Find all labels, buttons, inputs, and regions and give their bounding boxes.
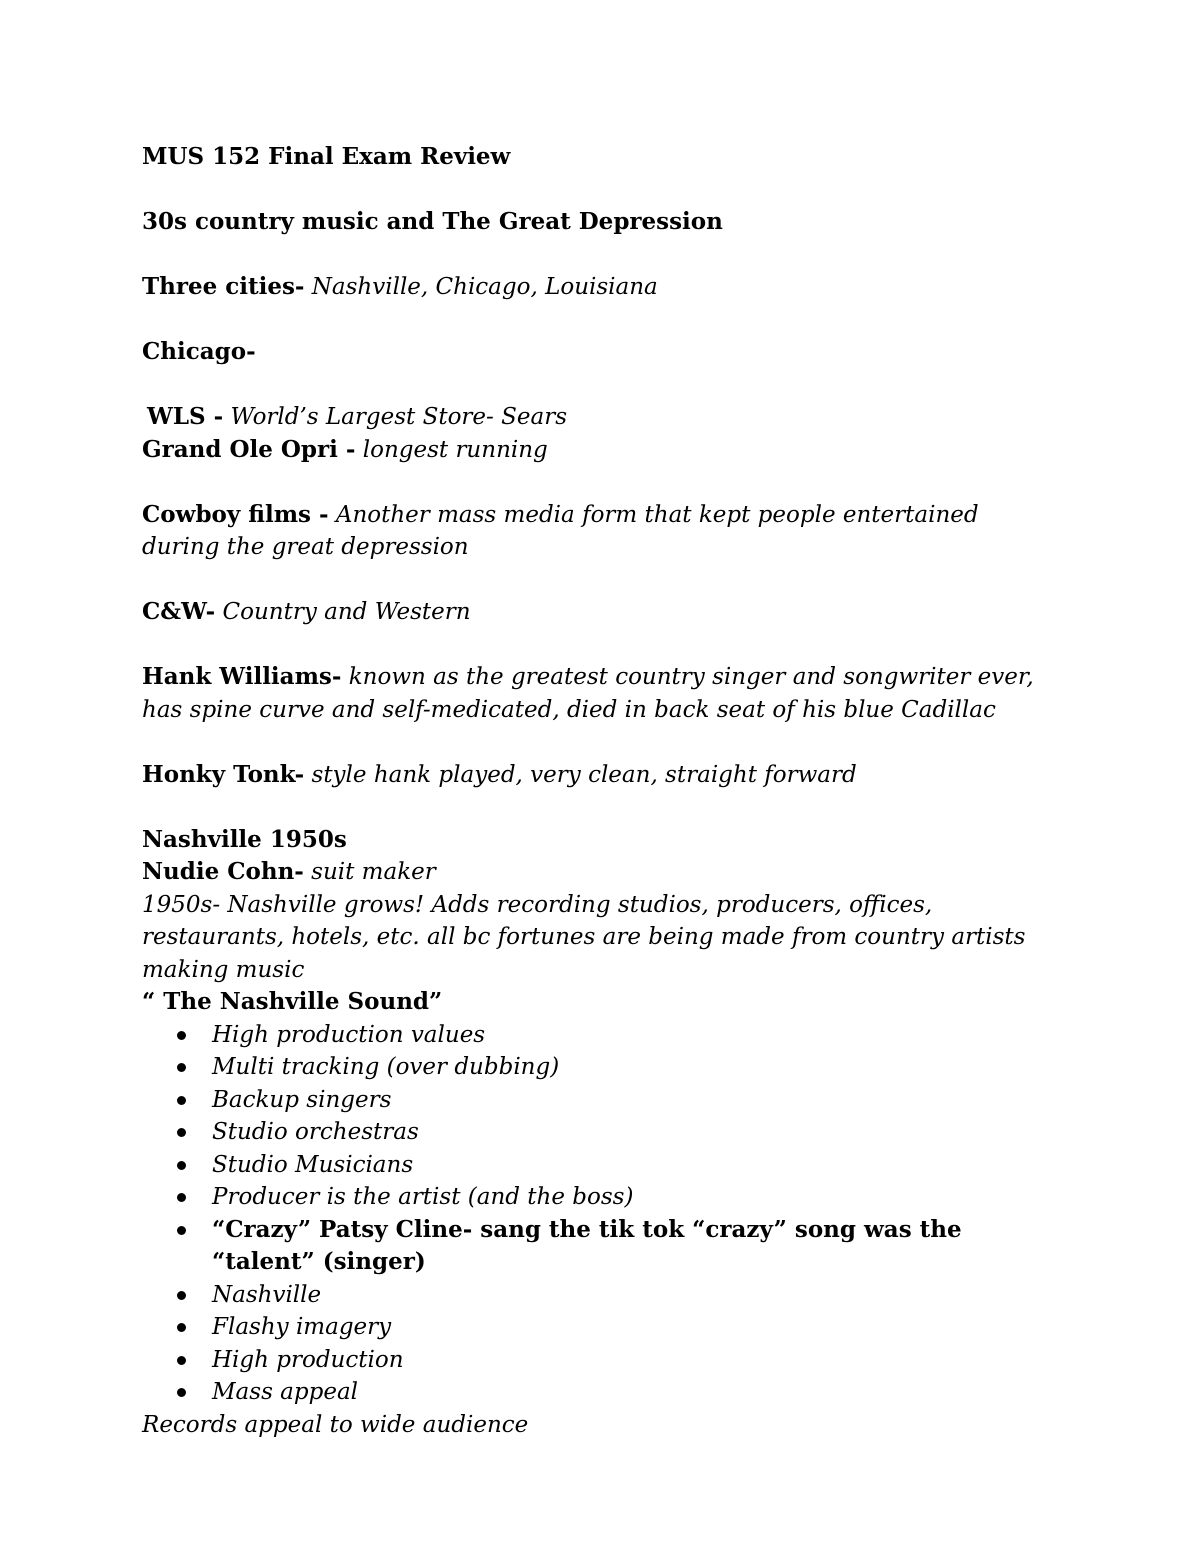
entry-honky-tonk [142,759,1062,792]
def-wls: World’s Largest Store- Sears [230,404,567,430]
bullet-icon [177,1291,186,1300]
list-item-text: Mass appeal [212,1379,359,1405]
term-wls: WLS - [147,403,224,430]
bullet-icon [177,1128,186,1137]
list-item [142,1279,1062,1312]
list-item [142,1311,1062,1344]
def-nudie-cohn: suit maker [311,859,436,885]
entry-three-cities [142,271,1062,304]
page-title: MUS 152 Final Exam Review [142,143,511,170]
list-item-text: High production values [212,1021,486,1048]
list-item-text: High production [212,1346,404,1373]
list-item [142,1051,1062,1084]
heading-chicago: Chicago- [142,338,256,365]
def-cowboy-films: Another mass media form that kept people entertained during the great depression [142,501,979,560]
list-item [142,1084,1062,1117]
list-item-text: Nashville [212,1281,322,1308]
term-three-cities: Three cities- [142,273,305,300]
def-hank-williams: known as the greatest country singer and songwriter ever, has spine curve and self-medicated, died in back seat of his blue Cadillac [142,664,1034,723]
bullet-icon [177,1161,186,1170]
bullet-icon [177,1226,186,1235]
entry-hank-williams [142,661,1062,726]
term-nudie-cohn: Nudie Cohn- [142,858,304,885]
term-honky-tonk: Honky Tonk- [142,760,305,788]
list-item [142,1116,1062,1149]
bullet-icon [177,1323,186,1332]
list-item-text: “Crazy” Patsy Cline- sang the tik tok “crazy” song was the “talent” (singer) [212,1215,962,1275]
records-appeal-text: Records appeal to wide audience [142,1411,529,1438]
section-heading-30s: 30s country music and The Great Depression [142,208,723,235]
entry-wls [142,401,1062,434]
def-three-cities: Nashville, Chicago, Louisiana [311,274,658,300]
heading-nashville-sound: “ The Nashville Sound” [142,988,443,1015]
list-item-text: Studio orchestras [212,1119,419,1145]
list-item-text: Multi tracking (over dubbing) [212,1054,560,1080]
list-item-patsy-cline [142,1214,1072,1279]
def-cw: Country and Western [222,599,471,625]
bullet-icon [177,1193,186,1202]
list-item [142,1376,1062,1409]
entry-cw [142,596,1062,629]
list-item-text: Flashy imagery [212,1314,392,1340]
term-cowboy-films: Cowboy films - [142,500,329,528]
entry-nudie-cohn [142,856,1062,889]
list-item-text: Producer is the artist (and the boss) [212,1184,634,1210]
def-grand-ole-opri: longest running [362,436,548,463]
list-item-text: Backup singers [212,1086,392,1113]
entry-cowboy-films [142,499,1062,564]
term-hank-williams: Hank Williams- [142,663,342,690]
paragraph-nashville-grows: 1950s- Nashville grows! Adds recording studios, producers, offices, restaurants, hotels, etc. all bc fortunes are being made from country artists making music [142,891,1026,983]
list-item [142,1019,1062,1052]
list-item [142,1181,1062,1214]
list-item [142,1344,1062,1377]
bullet-icon [177,1096,186,1105]
term-cw: C&W- [142,598,216,625]
list-item [142,1149,1062,1182]
heading-nashville-1950s: Nashville 1950s [142,825,347,853]
def-honky-tonk: style hank played, very clean, straight forward [311,761,857,788]
list-item-text: Studio Musicians [212,1151,414,1178]
bullet-icon [177,1388,186,1397]
bullet-icon [177,1356,186,1365]
entry-grand-ole-opri [142,434,1062,467]
bullet-icon [177,1063,186,1072]
bullet-icon [177,1031,186,1040]
document-page [142,141,1062,1441]
term-grand-ole-opri: Grand Ole Opri - [142,435,356,463]
nashville-sound-list [142,1019,1062,1409]
